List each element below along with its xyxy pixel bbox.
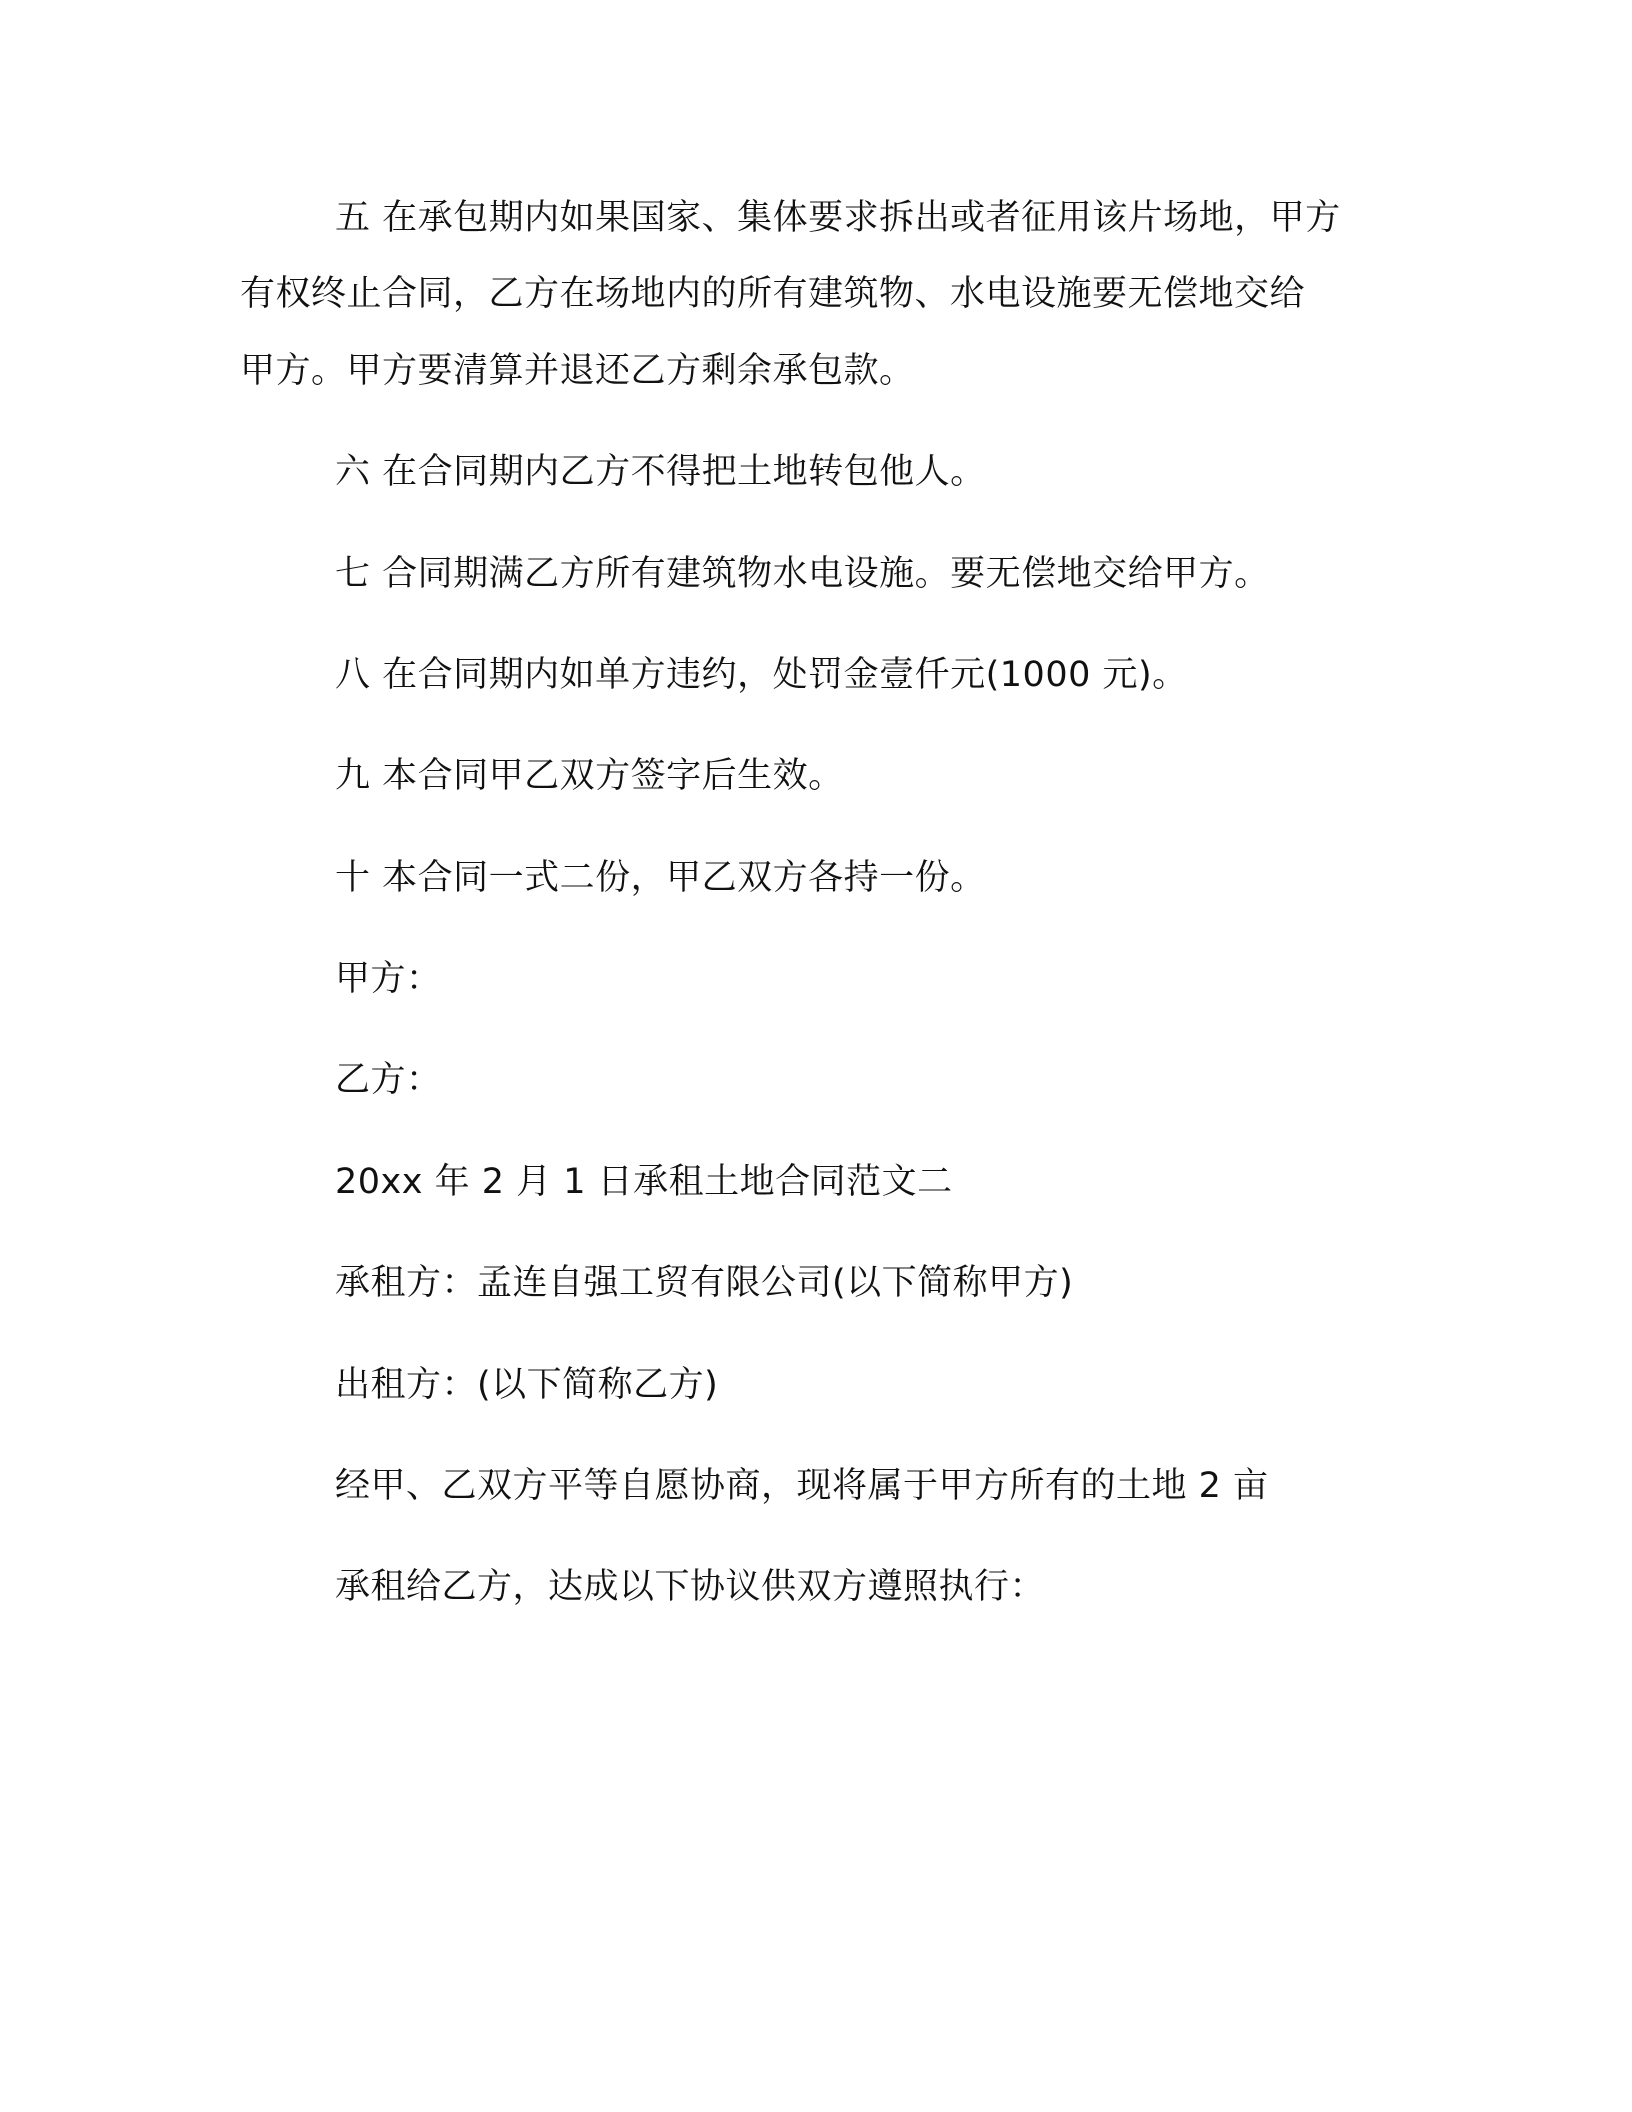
clause-7: 七 合同期满乙方所有建筑物水电设施。要无偿地交给甲方。 [335, 554, 1270, 594]
clause-5-line-3: 甲方。甲方要清算并退还乙方剩余承包款。 [240, 351, 915, 391]
clause-8: 八 在合同期内如单方违约，处罚金壹仟元(1000 元)。 [335, 655, 1188, 695]
date-and-heading: 20xx 年 2 月 1 日承租土地合同范文二 [335, 1162, 953, 1202]
clause-10: 十 本合同一式二份，甲乙双方各持一份。 [335, 858, 986, 898]
agreement-intro-line-2: 承租给乙方，达成以下协议供双方遵照执行： [335, 1567, 1046, 1607]
party-b-signature: 乙方： [335, 1060, 442, 1100]
clause-6: 六 在合同期内乙方不得把土地转包他人。 [335, 452, 986, 492]
clause-9: 九 本合同甲乙双方签字后生效。 [335, 756, 844, 796]
lessor-line: 出租方：(以下简称乙方) [335, 1365, 719, 1405]
lessee-line: 承租方：孟连自强工贸有限公司(以下简称甲方) [335, 1263, 1074, 1303]
clause-5-line-1: 五 在承包期内如果国家、集体要求拆出或者征用该片场地，甲方 [335, 198, 1341, 238]
agreement-intro-line-1: 经甲、乙双方平等自愿协商，现将属于甲方所有的土地 2 亩 [335, 1466, 1269, 1506]
party-a-signature: 甲方： [335, 959, 442, 999]
clause-5-line-2: 有权终止合同，乙方在场地内的所有建筑物、水电设施要无偿地交给 [240, 274, 1306, 314]
